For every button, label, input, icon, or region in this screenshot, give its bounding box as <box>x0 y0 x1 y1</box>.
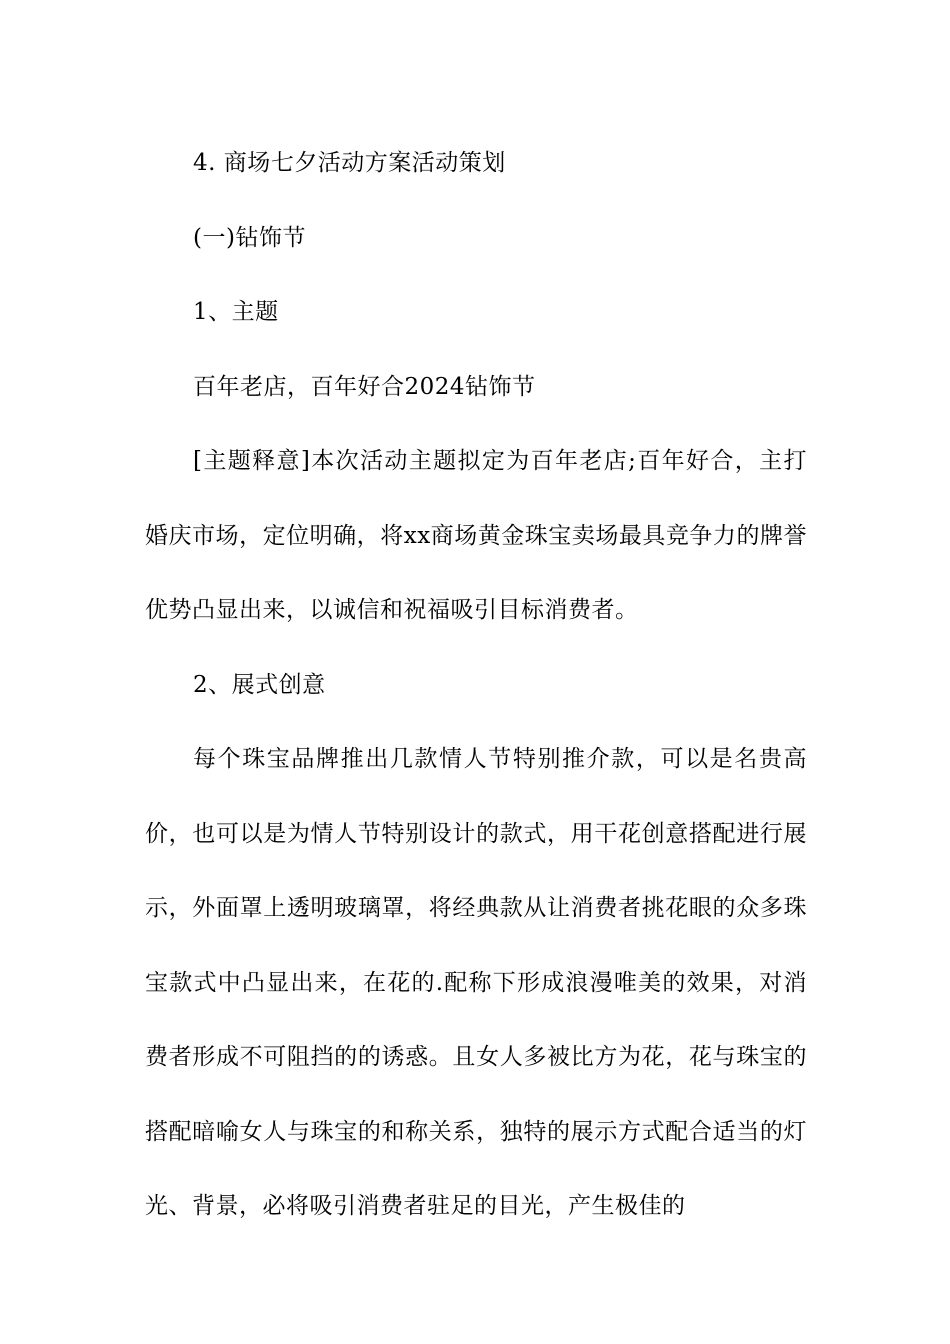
item-heading-theme: 1、主题 <box>193 299 279 325</box>
theme-explanation-paragraph: [主题释意]本次活动主题拟定为百年老店;百年好合，主打婚庆市场，定位明确，将xx商场黄金珠宝卖场最具竞争力的牌誉优势凸显出来，以诚信和祝福吸引目标消费者。 <box>145 448 807 623</box>
document-body <box>145 126 807 1244</box>
creative-paragraph: 每个珠宝品牌推出几款情人节特别推介款，可以是名贵高价，也可以是为情人节特别设计的款式，用干花创意搭配进行展示，外面罩上透明玻璃罩，将经典款从让消费者挑花眼的众多珠宝款式中凸显出来，在花的.配称下形成浪漫唯美的效果，对消费者形成不可阻挡的的诱惑。且女人多被比方为花，花与珠宝的搭配暗喻女人与珠宝的和称关系，独特的展示方式配合适当的灯光、背景，必将吸引消费者驻足的目光，产生极佳的 <box>145 746 807 1219</box>
item-heading-creative: 2、展式创意 <box>193 671 326 698</box>
theme-line: 百年老店，百年好合2024钻饰节 <box>193 373 536 400</box>
section-title: (一)钻饰节 <box>193 224 306 251</box>
document-heading: 4. 商场七夕活动方案活动策划 <box>193 150 506 176</box>
